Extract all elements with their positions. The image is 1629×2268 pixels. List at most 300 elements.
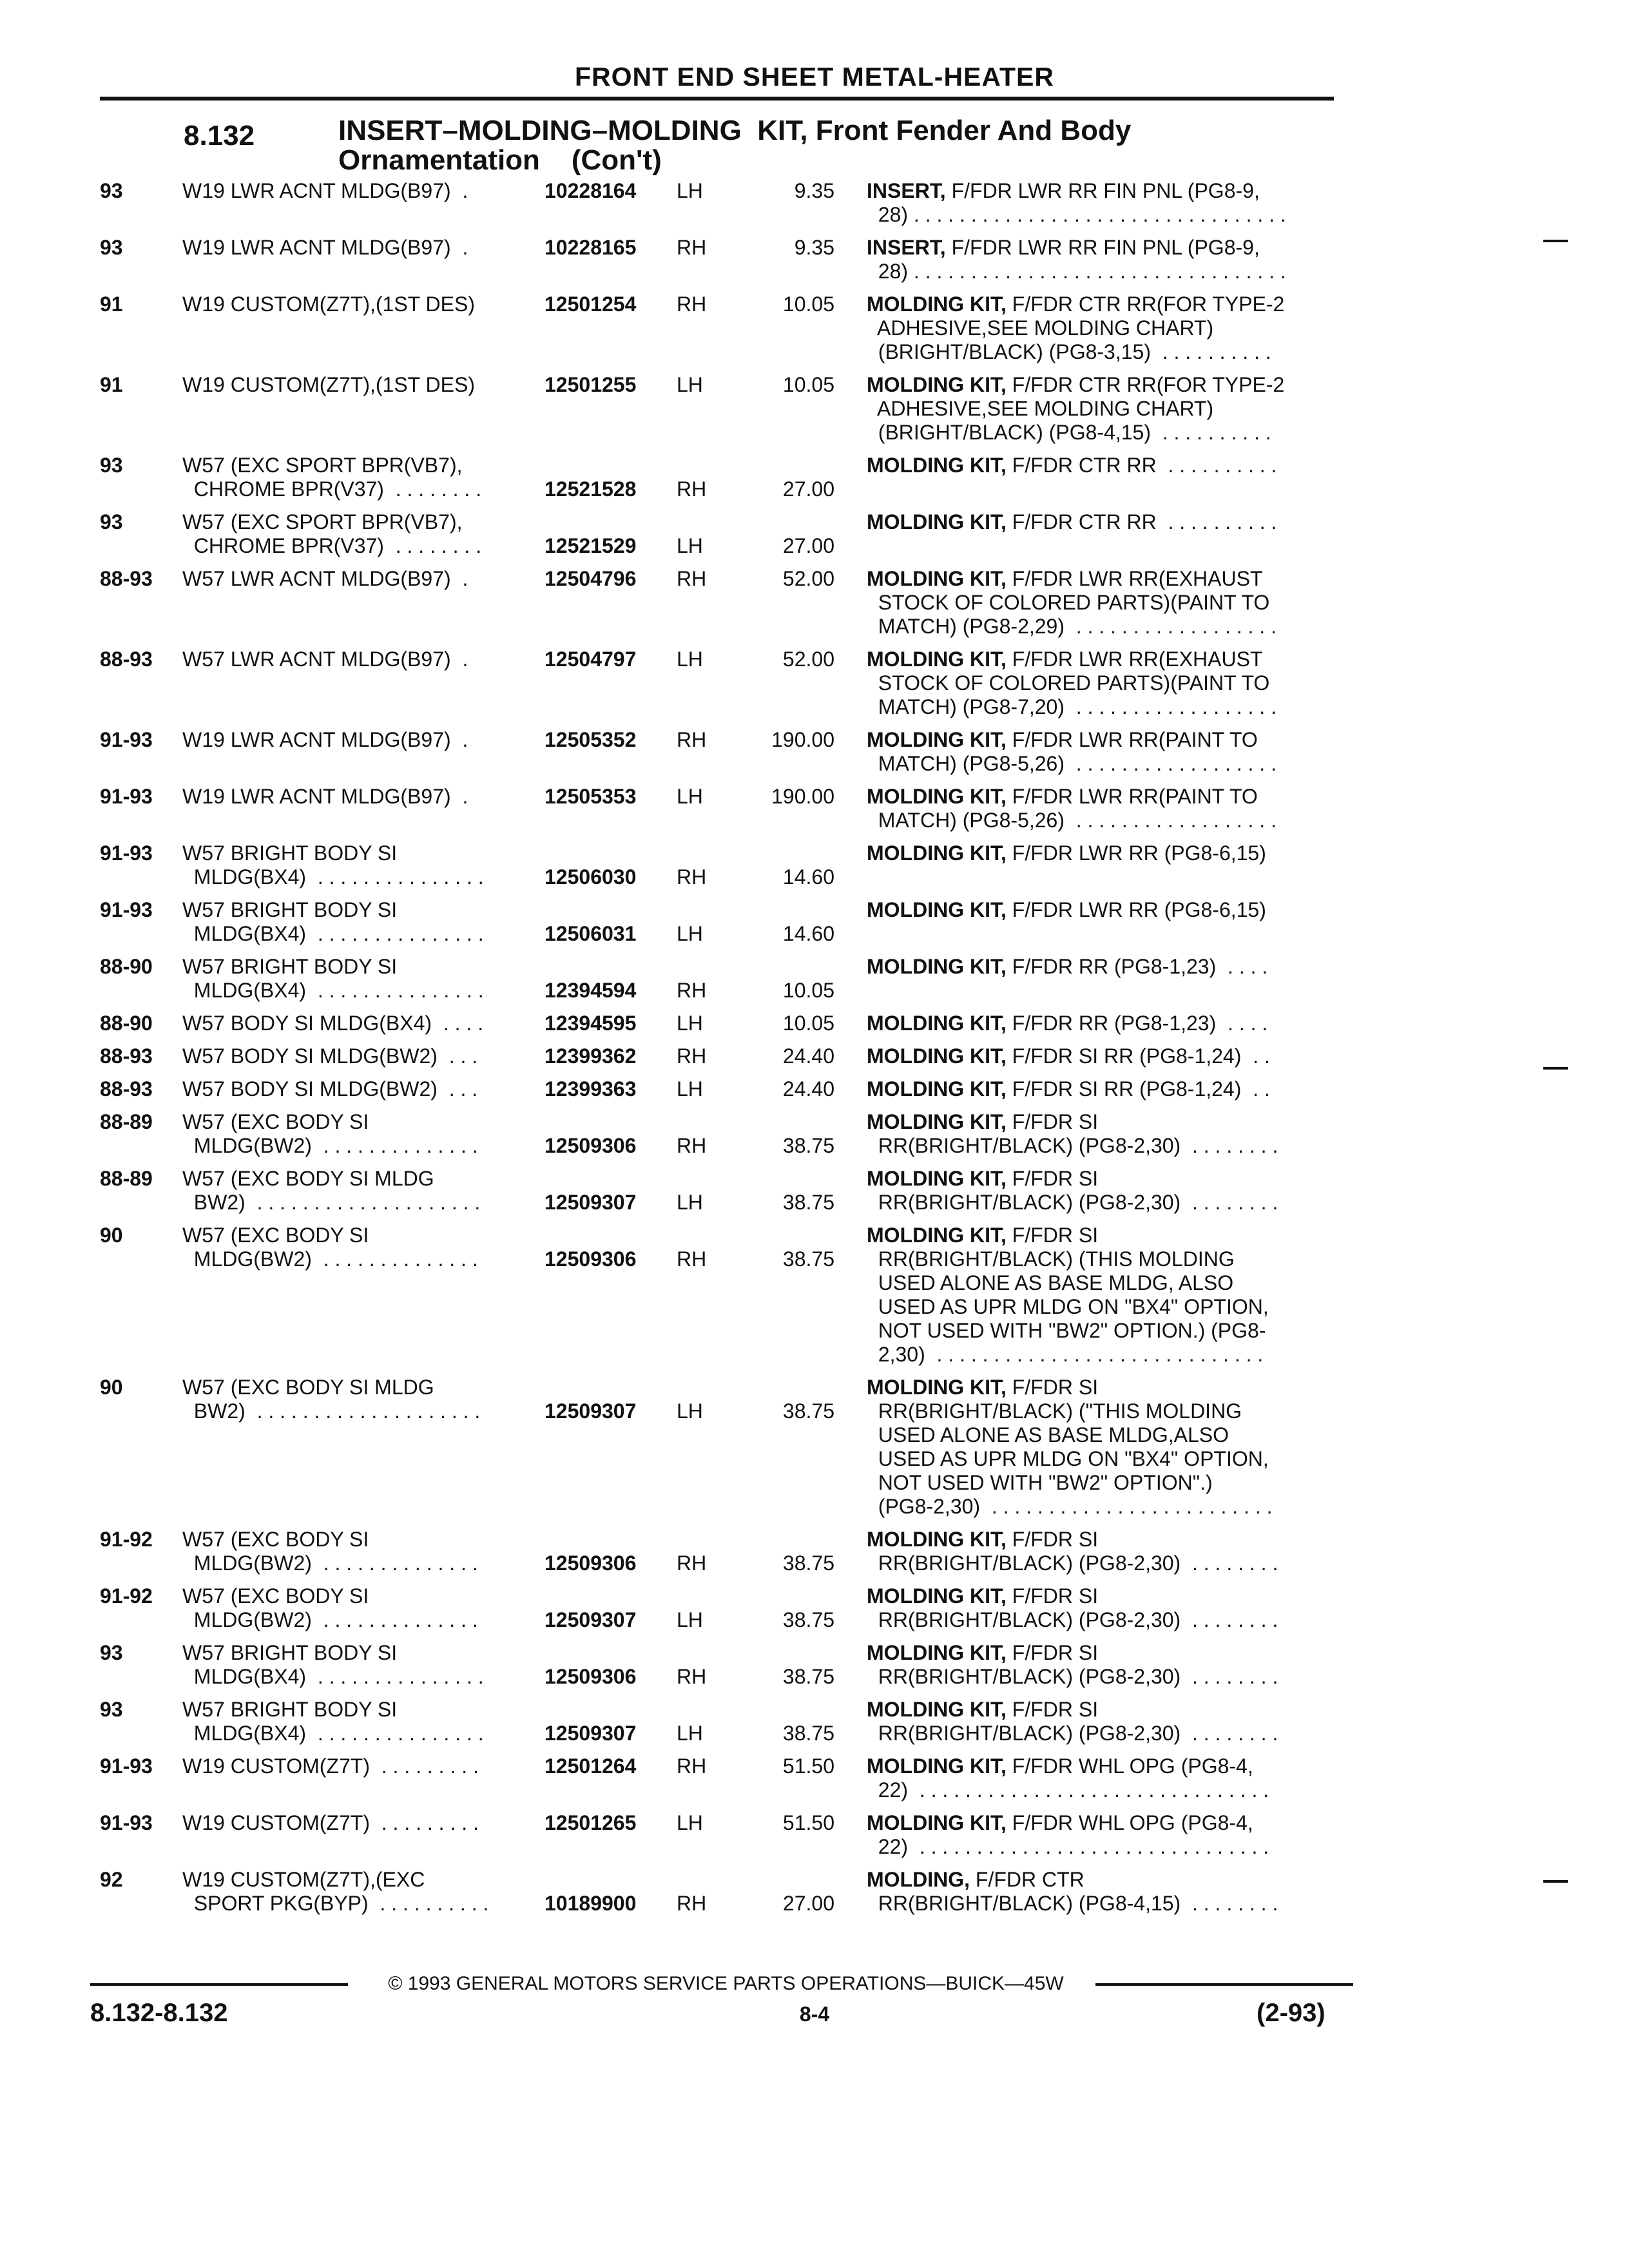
price: 9.35 xyxy=(794,236,834,259)
part-name: USED AS UPR MLDG ON "BX4" OPTION, xyxy=(867,1295,1269,1318)
model-year: 93 xyxy=(100,1641,123,1664)
usage-description: MLDG(BX4) . . . . . . . . . . . . . . . xyxy=(182,1665,484,1688)
part-number: 12399363 xyxy=(545,1077,637,1100)
part-name: RR(BRIGHT/BLACK) (PG8-2,30) . . . . . . . . xyxy=(867,1134,1278,1157)
usage-description: W19 CUSTOM(Z7T),(1ST DES) xyxy=(182,293,475,316)
usage-description: MLDG(BX4) . . . . . . . . . . . . . . . xyxy=(182,865,484,889)
part-name-keyword: MOLDING, xyxy=(867,1868,970,1891)
usage-description: W57 BODY SI MLDG(BW2) . . . xyxy=(182,1077,478,1100)
side: RH xyxy=(677,1134,707,1157)
table-row xyxy=(0,1376,1629,1519)
table-row xyxy=(0,955,1629,1003)
part-name-keyword: MOLDING KIT, xyxy=(867,728,1007,751)
part-name xyxy=(867,510,1277,534)
header-rule xyxy=(100,97,1334,101)
usage-description: MLDG(BW2) . . . . . . . . . . . . . . xyxy=(182,1134,478,1157)
table-row xyxy=(0,1077,1629,1101)
part-name-detail: F/FDR LWR RR(PAINT TO xyxy=(1012,785,1258,808)
part-number: 12394595 xyxy=(545,1012,637,1035)
model-year: 93 xyxy=(100,454,123,477)
usage-description: BW2) . . . . . . . . . . . . . . . . . . . . xyxy=(182,1399,481,1423)
model-year: 93 xyxy=(100,1698,123,1721)
part-name xyxy=(867,373,1284,397)
table-row xyxy=(0,373,1629,445)
model-year: 90 xyxy=(100,1224,123,1247)
part-name xyxy=(867,454,1277,477)
side: RH xyxy=(677,1892,707,1915)
usage-description: MLDG(BX4) . . . . . . . . . . . . . . . xyxy=(182,979,484,1002)
model-year: 88-93 xyxy=(100,648,153,671)
part-name-keyword: INSERT, xyxy=(867,179,946,202)
part-number: 12509306 xyxy=(545,1247,637,1271)
usage-description: W19 LWR ACNT MLDG(B97) . xyxy=(182,785,468,808)
price: 38.75 xyxy=(782,1665,834,1688)
table-row xyxy=(0,1811,1629,1859)
usage-description: W57 (EXC BODY SI MLDG xyxy=(182,1167,434,1190)
row-spacer xyxy=(0,1575,1629,1584)
part-number: 12509307 xyxy=(545,1722,637,1745)
price: 52.00 xyxy=(782,648,834,671)
model-year: 88-93 xyxy=(100,1044,153,1068)
row-spacer xyxy=(0,1745,1629,1754)
part-name-keyword: MOLDING KIT, xyxy=(867,1376,1007,1399)
table-row xyxy=(0,567,1629,639)
table-row xyxy=(0,1868,1629,1916)
usage-description: W57 BRIGHT BODY SI xyxy=(182,898,398,921)
part-name xyxy=(867,1012,1268,1035)
row-spacer xyxy=(0,719,1629,728)
model-year: 93 xyxy=(100,236,123,259)
model-year: 88-90 xyxy=(100,1012,153,1035)
price: 27.00 xyxy=(782,1892,834,1915)
row-spacer xyxy=(0,1367,1629,1376)
row-spacer xyxy=(0,227,1629,236)
part-number: 12509306 xyxy=(545,1134,637,1157)
side: LH xyxy=(677,1191,703,1214)
side: LH xyxy=(677,1077,703,1100)
part-number: 12394594 xyxy=(545,979,637,1002)
part-name-keyword: MOLDING KIT, xyxy=(867,1167,1007,1190)
part-name xyxy=(867,841,1266,865)
model-year: 88-90 xyxy=(100,955,153,978)
part-name-keyword: MOLDING KIT, xyxy=(867,454,1007,477)
part-name-detail: F/FDR SI xyxy=(1012,1698,1099,1721)
part-name-detail: F/FDR LWR RR(EXHAUST xyxy=(1012,648,1263,671)
price: 38.75 xyxy=(782,1134,834,1157)
part-name-detail: F/FDR WHL OPG (PG8-4, xyxy=(1012,1754,1253,1778)
part-name-detail: F/FDR SI xyxy=(1012,1376,1099,1399)
part-name xyxy=(867,1584,1098,1608)
margin-mark xyxy=(1543,1880,1568,1883)
model-year: 88-89 xyxy=(100,1110,153,1133)
part-name xyxy=(867,1224,1098,1247)
row-spacer xyxy=(0,946,1629,955)
model-year: 93 xyxy=(100,510,123,533)
table-row xyxy=(0,841,1629,889)
model-year: 91-92 xyxy=(100,1584,153,1608)
table-row xyxy=(0,1224,1629,1367)
part-name-keyword: MOLDING KIT, xyxy=(867,1584,1007,1608)
part-name-detail: F/FDR LWR RR FIN PNL (PG8-9, xyxy=(951,179,1260,202)
usage-description: W19 LWR ACNT MLDG(B97) . xyxy=(182,728,468,751)
part-name xyxy=(867,1077,1270,1101)
part-name-keyword: MOLDING KIT, xyxy=(867,841,1007,865)
part-name: ADHESIVE,SEE MOLDING CHART) xyxy=(867,316,1214,340)
part-name-detail: F/FDR LWR RR (PG8-6,15) xyxy=(1012,841,1266,865)
part-name-detail: F/FDR SI xyxy=(1012,1641,1099,1664)
side: RH xyxy=(677,1044,707,1068)
model-year: 93 xyxy=(100,179,123,202)
part-name: MATCH) (PG8-7,20) . . . . . . . . . . . . . . . . . . xyxy=(867,695,1277,718)
side: RH xyxy=(677,477,707,501)
side: LH xyxy=(677,648,703,671)
usage-description: MLDG(BW2) . . . . . . . . . . . . . . xyxy=(182,1608,478,1631)
side: LH xyxy=(677,373,703,396)
row-spacer xyxy=(0,1068,1629,1077)
usage-description: W19 LWR ACNT MLDG(B97) . xyxy=(182,179,468,202)
side: LH xyxy=(677,1811,703,1834)
part-name-detail: F/FDR WHL OPG (PG8-4, xyxy=(1012,1811,1253,1834)
table-row xyxy=(0,728,1629,776)
row-spacer xyxy=(0,501,1629,510)
part-name-detail: F/FDR RR (PG8-1,23) . . . . xyxy=(1012,955,1268,978)
part-name xyxy=(867,293,1284,316)
part-name-detail: F/FDR SI xyxy=(1012,1528,1099,1551)
usage-description: W19 CUSTOM(Z7T),(EXC xyxy=(182,1868,425,1891)
price: 27.00 xyxy=(782,534,834,557)
part-name: STOCK OF COLORED PARTS)(PAINT TO xyxy=(867,591,1270,614)
usage-description: W57 LWR ACNT MLDG(B97) . xyxy=(182,648,468,671)
part-name-keyword: MOLDING KIT, xyxy=(867,373,1007,396)
usage-description: W57 BRIGHT BODY SI xyxy=(182,955,398,978)
part-name xyxy=(867,955,1268,979)
part-name-detail: F/FDR LWR RR(PAINT TO xyxy=(1012,728,1258,751)
usage-description: W19 LWR ACNT MLDG(B97) . xyxy=(182,236,468,259)
parts-table xyxy=(0,179,1629,1925)
part-number: 12521529 xyxy=(545,534,637,557)
part-name-detail: F/FDR CTR xyxy=(975,1868,1084,1891)
usage-description: W57 BRIGHT BODY SI xyxy=(182,1641,398,1664)
row-spacer xyxy=(0,1035,1629,1044)
table-row xyxy=(0,785,1629,832)
usage-description: MLDG(BW2) . . . . . . . . . . . . . . xyxy=(182,1247,478,1271)
model-year: 91 xyxy=(100,293,123,316)
part-name-detail: F/FDR CTR RR . . . . . . . . . . xyxy=(1012,510,1277,533)
price: 10.05 xyxy=(782,373,834,396)
part-name: RR(BRIGHT/BLACK) ("THIS MOLDING xyxy=(867,1399,1242,1423)
price: 27.00 xyxy=(782,477,834,501)
part-number: 12509307 xyxy=(545,1191,637,1214)
part-name-detail: F/FDR CTR RR . . . . . . . . . . xyxy=(1012,454,1277,477)
usage-description: SPORT PKG(BYP) . . . . . . . . . . xyxy=(182,1892,489,1915)
model-year: 91 xyxy=(100,373,123,396)
part-name: MATCH) (PG8-5,26) . . . . . . . . . . . . . . . . . . xyxy=(867,809,1277,832)
part-name: NOT USED WITH "BW2" OPTION.) (PG8- xyxy=(867,1319,1266,1342)
part-number: 12501265 xyxy=(545,1811,637,1834)
part-name xyxy=(867,1868,1084,1892)
usage-description: BW2) . . . . . . . . . . . . . . . . . . . . xyxy=(182,1191,481,1214)
price: 38.75 xyxy=(782,1247,834,1271)
section-title-line1: INSERT–MOLDING–MOLDING KIT, Front Fender And Body xyxy=(338,115,1132,146)
model-year: 91-93 xyxy=(100,1811,153,1834)
part-name: 22) . . . . . . . . . . . . . . . . . . . . . . . . . . . . . . . xyxy=(867,1778,1269,1802)
footer-date: (2-93) xyxy=(1257,1999,1325,2027)
usage-description: W57 LWR ACNT MLDG(B97) . xyxy=(182,567,468,590)
part-name: ADHESIVE,SEE MOLDING CHART) xyxy=(867,397,1214,420)
side: LH xyxy=(677,785,703,808)
table-row xyxy=(0,1167,1629,1215)
row-spacer xyxy=(0,639,1629,648)
side: LH xyxy=(677,534,703,557)
part-number: 10228165 xyxy=(545,236,637,259)
part-name-keyword: MOLDING KIT, xyxy=(867,1224,1007,1247)
part-number: 12506030 xyxy=(545,865,637,889)
model-year: 91-93 xyxy=(100,1754,153,1778)
part-name-keyword: MOLDING KIT, xyxy=(867,1811,1007,1834)
section-title xyxy=(338,116,1131,175)
table-row xyxy=(0,1584,1629,1632)
part-name-detail: F/FDR SI RR (PG8-1,24) . . xyxy=(1012,1044,1270,1068)
part-name-detail: F/FDR RR (PG8-1,23) . . . . xyxy=(1012,1012,1268,1035)
part-name-keyword: MOLDING KIT, xyxy=(867,567,1007,590)
part-name: RR(BRIGHT/BLACK) (PG8-2,30) . . . . . . . . xyxy=(867,1191,1278,1214)
row-spacer xyxy=(0,364,1629,373)
part-name-keyword: MOLDING KIT, xyxy=(867,1012,1007,1035)
row-spacer xyxy=(0,776,1629,785)
part-name xyxy=(867,1811,1253,1835)
row-spacer xyxy=(0,1632,1629,1641)
row-spacer xyxy=(0,1689,1629,1698)
part-name-keyword: MOLDING KIT, xyxy=(867,1044,1007,1068)
table-row xyxy=(0,236,1629,284)
footer-page-number: 8-4 xyxy=(799,2003,830,2026)
footer-copyright: © 1993 GENERAL MOTORS SERVICE PARTS OPERATIONS—BUICK—45W xyxy=(388,1973,1064,1994)
part-name-detail: F/FDR SI xyxy=(1012,1584,1099,1608)
part-name-detail: F/FDR SI RR (PG8-1,24) . . xyxy=(1012,1077,1270,1100)
part-name: 2,30) . . . . . . . . . . . . . . . . . . . . . . . . . . . . . xyxy=(867,1343,1264,1366)
part-number: 12509307 xyxy=(545,1399,637,1423)
usage-description: W57 BODY SI MLDG(BX4) . . . . xyxy=(182,1012,484,1035)
price: 51.50 xyxy=(782,1811,834,1834)
model-year: 92 xyxy=(100,1868,123,1891)
price: 24.40 xyxy=(782,1044,834,1068)
price: 10.05 xyxy=(782,293,834,316)
price: 38.75 xyxy=(782,1722,834,1745)
margin-mark xyxy=(1543,1067,1568,1070)
side: RH xyxy=(677,979,707,1002)
usage-description: CHROME BPR(V37) . . . . . . . . xyxy=(182,534,482,557)
price: 38.75 xyxy=(782,1399,834,1423)
part-name xyxy=(867,236,1260,260)
part-name xyxy=(867,1641,1098,1665)
usage-description: W19 CUSTOM(Z7T),(1ST DES) xyxy=(182,373,475,396)
margin-mark xyxy=(1543,240,1568,242)
part-number: 12509307 xyxy=(545,1608,637,1631)
part-number: 12399362 xyxy=(545,1044,637,1068)
usage-description: W57 (EXC BODY SI xyxy=(182,1528,369,1551)
part-name: RR(BRIGHT/BLACK) (PG8-4,15) . . . . . . . . xyxy=(867,1892,1278,1915)
row-spacer xyxy=(0,1916,1629,1925)
price: 38.75 xyxy=(782,1608,834,1631)
side: RH xyxy=(677,293,707,316)
table-row xyxy=(0,179,1629,227)
part-name-keyword: MOLDING KIT, xyxy=(867,898,1007,921)
footer-section-range: 8.132-8.132 xyxy=(90,1999,228,2027)
part-name: (BRIGHT/BLACK) (PG8-4,15) . . . . . . . . . . xyxy=(867,421,1271,444)
side: RH xyxy=(677,1247,707,1271)
model-year: 91-93 xyxy=(100,841,153,865)
part-name: RR(BRIGHT/BLACK) (PG8-2,30) . . . . . . . . xyxy=(867,1722,1278,1745)
price: 38.75 xyxy=(782,1552,834,1575)
price: 24.40 xyxy=(782,1077,834,1100)
side: LH xyxy=(677,1399,703,1423)
part-name: MATCH) (PG8-5,26) . . . . . . . . . . . . . . . . . . xyxy=(867,752,1277,775)
row-spacer xyxy=(0,1158,1629,1167)
part-number: 12509306 xyxy=(545,1665,637,1688)
part-number: 10189900 xyxy=(545,1892,637,1915)
model-year: 91-93 xyxy=(100,898,153,921)
part-name-keyword: MOLDING KIT, xyxy=(867,293,1007,316)
part-number: 12505353 xyxy=(545,785,637,808)
usage-description: W57 (EXC BODY SI xyxy=(182,1110,369,1133)
part-name xyxy=(867,567,1263,591)
usage-description: W57 (EXC BODY SI xyxy=(182,1224,369,1247)
part-number: 12505352 xyxy=(545,728,637,751)
part-name xyxy=(867,1167,1098,1191)
part-number: 12501255 xyxy=(545,373,637,396)
section-title-line2: Ornamentation (Con't) xyxy=(338,144,662,176)
part-name xyxy=(867,1528,1098,1552)
price: 38.75 xyxy=(782,1191,834,1214)
part-name-detail: F/FDR LWR RR FIN PNL (PG8-9, xyxy=(951,236,1260,259)
part-number: 12506031 xyxy=(545,922,637,945)
table-row xyxy=(0,1528,1629,1575)
part-name-keyword: INSERT, xyxy=(867,236,946,259)
part-name: USED ALONE AS BASE MLDG, ALSO xyxy=(867,1271,1234,1294)
row-spacer xyxy=(0,1101,1629,1110)
price: 10.05 xyxy=(782,979,834,1002)
part-name-keyword: MOLDING KIT, xyxy=(867,1528,1007,1551)
table-row xyxy=(0,1110,1629,1158)
row-spacer xyxy=(0,889,1629,898)
part-number: 12504796 xyxy=(545,567,637,590)
price: 190.00 xyxy=(771,785,834,808)
usage-description: MLDG(BX4) . . . . . . . . . . . . . . . xyxy=(182,922,484,945)
part-name: NOT USED WITH "BW2" OPTION".) xyxy=(867,1471,1213,1494)
table-row xyxy=(0,1641,1629,1689)
row-spacer xyxy=(0,1215,1629,1224)
row-spacer xyxy=(0,832,1629,841)
model-year: 91-93 xyxy=(100,785,153,808)
part-name-detail: F/FDR SI xyxy=(1012,1167,1099,1190)
section-number: 8.132 xyxy=(184,120,255,151)
part-name: USED AS UPR MLDG ON "BX4" OPTION, xyxy=(867,1447,1269,1470)
part-name: 22) . . . . . . . . . . . . . . . . . . . . . . . . . . . . . . . xyxy=(867,1835,1269,1858)
usage-description: W57 BRIGHT BODY SI xyxy=(182,841,398,865)
side: RH xyxy=(677,1552,707,1575)
part-name: (BRIGHT/BLACK) (PG8-3,15) . . . . . . . . . . xyxy=(867,340,1271,363)
part-name: 28) . . . . . . . . . . . . . . . . . . . . . . . . . . . . . . . . . xyxy=(867,203,1286,226)
table-row xyxy=(0,510,1629,558)
part-name-detail: F/FDR CTR RR(FOR TYPE-2 xyxy=(1012,293,1285,316)
part-name xyxy=(867,1110,1098,1134)
table-row xyxy=(0,293,1629,364)
row-spacer xyxy=(0,284,1629,293)
part-name xyxy=(867,1698,1098,1722)
price: 10.05 xyxy=(782,1012,834,1035)
side: LH xyxy=(677,179,703,202)
part-name-keyword: MOLDING KIT, xyxy=(867,1754,1007,1778)
model-year: 88-93 xyxy=(100,567,153,590)
part-name: 28) . . . . . . . . . . . . . . . . . . . . . . . . . . . . . . . . . xyxy=(867,260,1286,283)
part-name: RR(BRIGHT/BLACK) (PG8-2,30) . . . . . . . . xyxy=(867,1665,1278,1688)
part-number: 10228164 xyxy=(545,179,637,202)
model-year: 88-89 xyxy=(100,1167,153,1190)
page-title: FRONT END SHEET METAL-HEATER xyxy=(575,62,1054,91)
part-name xyxy=(867,785,1258,809)
part-name: MATCH) (PG8-2,29) . . . . . . . . . . . . . . . . . . xyxy=(867,615,1277,638)
part-name-keyword: MOLDING KIT, xyxy=(867,1110,1007,1133)
part-name-detail: F/FDR SI xyxy=(1012,1224,1099,1247)
side: LH xyxy=(677,922,703,945)
part-name-keyword: MOLDING KIT, xyxy=(867,648,1007,671)
price: 51.50 xyxy=(782,1754,834,1778)
side: LH xyxy=(677,1722,703,1745)
usage-description: MLDG(BW2) . . . . . . . . . . . . . . xyxy=(182,1552,478,1575)
part-number: 12501264 xyxy=(545,1754,637,1778)
usage-description: CHROME BPR(V37) . . . . . . . . xyxy=(182,477,482,501)
part-name xyxy=(867,728,1258,752)
part-number: 12509306 xyxy=(545,1552,637,1575)
model-year: 91-92 xyxy=(100,1528,153,1551)
usage-description: W19 CUSTOM(Z7T) . . . . . . . . . xyxy=(182,1754,479,1778)
usage-description: W19 CUSTOM(Z7T) . . . . . . . . . xyxy=(182,1811,479,1834)
part-name: USED ALONE AS BASE MLDG,ALSO xyxy=(867,1423,1229,1446)
side: RH xyxy=(677,1754,707,1778)
part-name: STOCK OF COLORED PARTS)(PAINT TO xyxy=(867,671,1270,695)
side: LH xyxy=(677,1608,703,1631)
part-name-detail: F/FDR SI xyxy=(1012,1110,1099,1133)
side: RH xyxy=(677,236,707,259)
model-year: 90 xyxy=(100,1376,123,1399)
price: 14.60 xyxy=(782,865,834,889)
model-year: 91-93 xyxy=(100,728,153,751)
part-name-keyword: MOLDING KIT, xyxy=(867,785,1007,808)
table-row xyxy=(0,1044,1629,1068)
model-year: 88-93 xyxy=(100,1077,153,1100)
part-name: (PG8-2,30) . . . . . . . . . . . . . . . . . . . . . . . . . xyxy=(867,1495,1273,1518)
price: 52.00 xyxy=(782,567,834,590)
table-row xyxy=(0,1754,1629,1802)
table-row xyxy=(0,454,1629,501)
table-row xyxy=(0,1012,1629,1035)
usage-description: W57 (EXC BODY SI xyxy=(182,1584,369,1608)
part-name-keyword: MOLDING KIT, xyxy=(867,955,1007,978)
price: 14.60 xyxy=(782,922,834,945)
part-number: 12504797 xyxy=(545,648,637,671)
part-name-keyword: MOLDING KIT, xyxy=(867,510,1007,533)
row-spacer xyxy=(0,1859,1629,1868)
part-name-detail: F/FDR CTR RR(FOR TYPE-2 xyxy=(1012,373,1285,396)
part-name: RR(BRIGHT/BLACK) (THIS MOLDING xyxy=(867,1247,1235,1271)
part-name xyxy=(867,898,1266,922)
row-spacer xyxy=(0,1802,1629,1811)
part-number: 12501254 xyxy=(545,293,637,316)
price: 190.00 xyxy=(771,728,834,751)
usage-description: W57 (EXC SPORT BPR(VB7), xyxy=(182,510,463,533)
side: RH xyxy=(677,865,707,889)
table-row xyxy=(0,898,1629,946)
